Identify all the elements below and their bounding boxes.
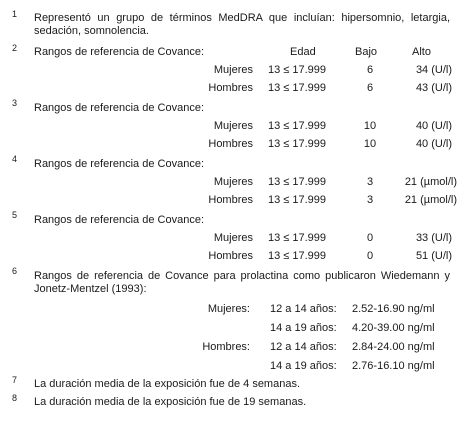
column-header-age: Edad <box>290 46 316 58</box>
row-low: 6 <box>366 64 374 76</box>
row-high: 51 (U/l) <box>415 250 452 262</box>
row-high: 21 (µmol/l) <box>404 176 457 188</box>
section-header: Rangos de referencia de Covance: <box>34 102 204 114</box>
footnote-number: 1 <box>12 9 18 19</box>
row-low: 0 <box>366 232 374 244</box>
row-sex: Hombres <box>208 250 253 262</box>
row-age: 13 ≤ 17.999 <box>268 120 327 132</box>
row-high: 40 (U/l) <box>415 138 452 150</box>
row-sex: Mujeres <box>213 176 253 188</box>
row-low: 6 <box>366 82 374 94</box>
row-age: 13 ≤ 17.999 <box>268 64 327 76</box>
column-header-high: Alto <box>412 46 431 58</box>
row-high: 43 (U/l) <box>415 82 452 94</box>
row-age: 13 ≤ 17.999 <box>268 138 327 150</box>
row-value: 2.76-16.10 ng/ml <box>352 360 435 372</box>
row-value: 2.52-16.90 ng/ml <box>352 303 435 315</box>
row-high: 34 (U/l) <box>415 64 452 76</box>
row-high: 33 (U/l) <box>415 232 452 244</box>
row-sex: Hombres <box>208 82 253 94</box>
row-age: 13 ≤ 17.999 <box>268 250 327 262</box>
row-low: 3 <box>366 194 374 206</box>
section-header: Rangos de referencia de Covance: <box>34 158 204 170</box>
section-header: Rangos de referencia de Covance: <box>34 214 204 226</box>
row-value: 4.20-39.00 ng/ml <box>352 322 435 334</box>
footnote-number: 3 <box>12 98 18 108</box>
row-age: 13 ≤ 17.999 <box>268 176 327 188</box>
row-sex: Mujeres <box>213 64 253 76</box>
footnote-number: 4 <box>12 154 18 164</box>
footnote-text: La duración media de la exposición fue de 4 semanas. <box>34 378 301 390</box>
column-header-low: Bajo <box>355 46 378 58</box>
row-age-range: 14 a 19 años: <box>270 322 337 334</box>
row-sex: Hombres: <box>202 341 250 353</box>
row-low: 3 <box>366 176 374 188</box>
row-sex: Mujeres <box>213 120 253 132</box>
row-age-range: 12 a 14 años: <box>270 303 337 315</box>
footnote-number: 7 <box>12 375 18 385</box>
footnote-number: 6 <box>12 266 18 276</box>
footnote-text: Representó un grupo de términos MedDRA que incluían: hipersomnio, letargia, sedación, somnolencia. <box>34 12 450 37</box>
row-age-range: 14 a 19 años: <box>270 360 337 372</box>
row-high: 21 (µmol/l) <box>404 194 457 206</box>
row-age-range: 12 a 14 años: <box>270 341 337 353</box>
footnote-text: Rangos de referencia de Covance para prolactina como publicaron Wiedemann y Jonetz-Mentzel (1993): <box>34 270 450 295</box>
row-low: 10 <box>363 120 377 132</box>
row-age: 13 ≤ 17.999 <box>268 82 327 94</box>
row-sex: Hombres <box>208 194 253 206</box>
section-header: Rangos de referencia de Covance: <box>34 46 204 58</box>
row-low: 0 <box>366 250 374 262</box>
row-sex: Mujeres: <box>207 303 250 315</box>
row-sex: Mujeres <box>213 232 253 244</box>
row-age: 13 ≤ 17.999 <box>268 232 327 244</box>
row-value: 2.84-24.00 ng/ml <box>352 341 435 353</box>
row-sex: Hombres <box>208 138 253 150</box>
row-high: 40 (U/l) <box>415 120 452 132</box>
footnote-text: La duración media de la exposición fue de 19 semanas. <box>34 396 307 408</box>
row-low: 10 <box>363 138 377 150</box>
row-age: 13 ≤ 17.999 <box>268 194 327 206</box>
footnote-number: 5 <box>12 210 18 220</box>
footnote-number: 8 <box>12 393 18 403</box>
footnote-number: 2 <box>12 43 18 53</box>
